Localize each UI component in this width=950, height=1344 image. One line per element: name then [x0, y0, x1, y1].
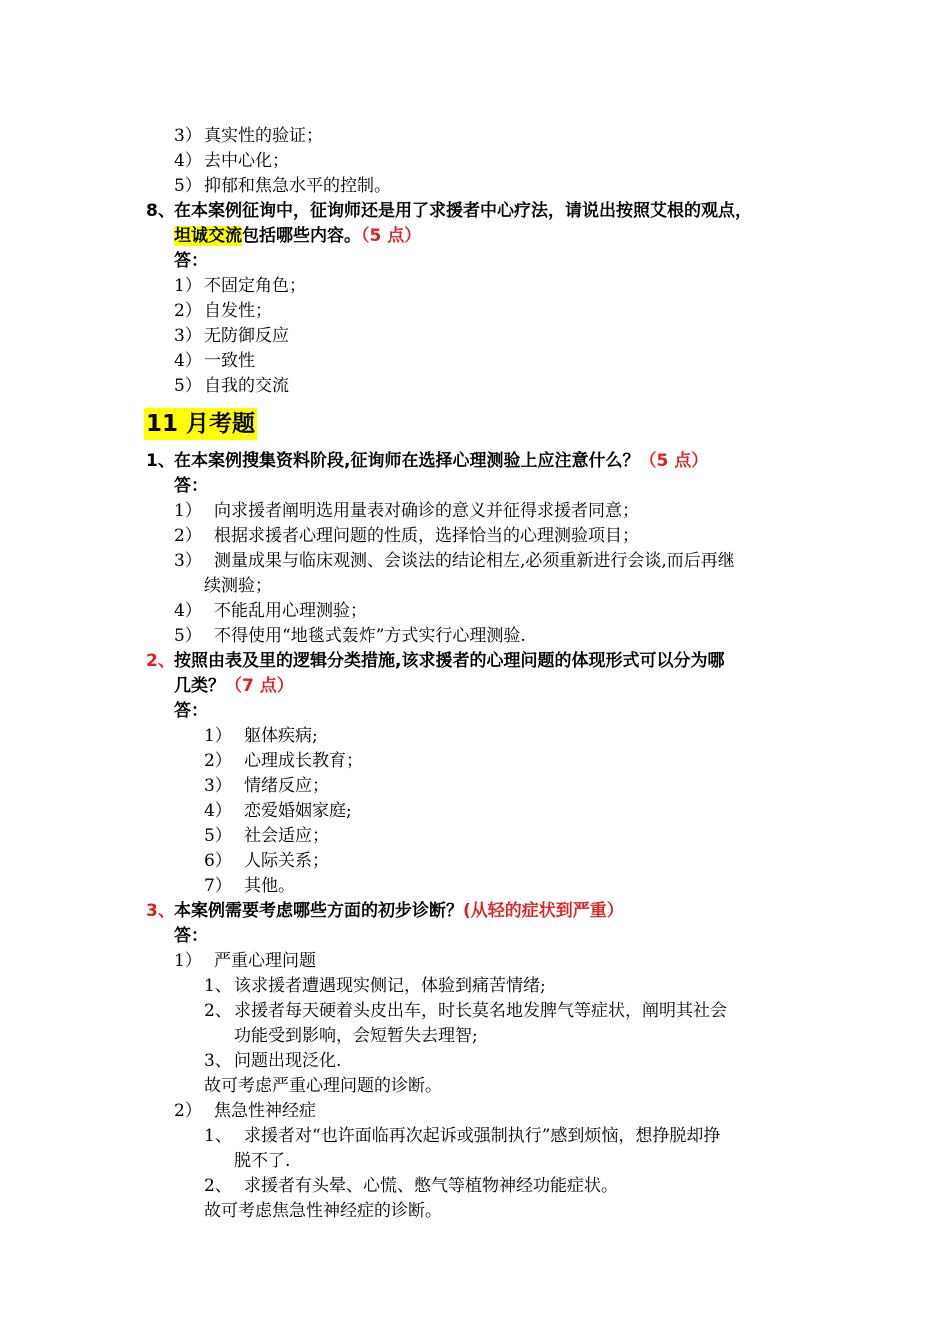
list-item: 4） 一致性 — [174, 351, 255, 371]
question-2: 2、按照由表及里的逻辑分类措施,该求援者的心理问题的体现形式可以分为哪 — [146, 651, 725, 671]
points-label: （5 点） — [639, 451, 709, 471]
highlighted-term: 坦诚交流 — [174, 226, 242, 246]
list-item: 5） 自我的交流 — [174, 376, 289, 396]
answer-label: 答： — [174, 926, 208, 946]
diagnosis-heading: 2） 焦急性神经症 — [174, 1101, 316, 1121]
list-item: 3） 测量成果与临床观测、会谈法的结论相左,必须重新进行会谈,而后再继 — [174, 551, 735, 571]
answer-label: 答： — [174, 701, 208, 721]
question-8: 8、在本案例征询中，征询师还是用了求援者中心疗法，请说出按照艾根的观点， — [146, 201, 752, 221]
list-item: 5） 不得使用“地毯式轰炸”方式实行心理测验. — [174, 626, 526, 646]
list-item-continuation: 续测验； — [204, 576, 272, 596]
list-item: 1、 该求援者遭遇现实侧记，体验到痛苦情绪; — [204, 976, 546, 996]
question-1: 1、在本案例搜集资料阶段,征询师在选择心理测验上应注意什么？（5 点） — [146, 451, 709, 471]
list-item: 2、 求援者每天硬着头皮出车，时长莫名地发脾气等症状，阐明其社会 — [204, 1001, 727, 1021]
list-item: 1、 求援者对“也许面临再次起诉或强制执行”感到烦恼，想挣脱却挣 — [204, 1126, 721, 1146]
list-item: 5） 社会适应； — [204, 826, 329, 846]
list-item: 2） 自发性； — [174, 301, 272, 321]
diagnosis-conclusion: 故可考虑焦急性神经症的诊断。 — [204, 1201, 442, 1221]
list-item-continuation: 功能受到影响，会短暂失去理智; — [234, 1026, 478, 1046]
question-2-line2: 几类？（7 点） — [174, 676, 294, 696]
list-item: 7） 其他。 — [204, 876, 295, 896]
list-item: 4） 去中心化； — [174, 151, 289, 171]
list-item: 5） 抑郁和焦急水平的控制。 — [174, 176, 391, 196]
answer-label: 答： — [174, 251, 208, 271]
list-item: 1） 不固定角色； — [174, 276, 306, 296]
question-3: 3、本案例需要考虑哪些方面的初步诊断？(从轻的症状到严重） — [146, 901, 624, 921]
question-8-line2: 坦诚交流包括哪些内容。（5 点） — [174, 226, 422, 246]
answer-label: 答： — [174, 476, 208, 496]
list-item: 3） 情绪反应； — [204, 776, 329, 796]
list-item: 3） 真实性的验证； — [174, 126, 323, 146]
diagnosis-heading: 1） 严重心理问题 — [174, 951, 316, 971]
question-note: (从轻的症状到严重） — [463, 901, 624, 921]
list-item: 3、 问题出现泛化. — [204, 1051, 342, 1071]
points-label: （7 点） — [225, 676, 294, 696]
list-item: 6） 人际关系； — [204, 851, 329, 871]
list-item-continuation: 脱不了. — [234, 1151, 291, 1171]
list-item: 2） 心理成长教育； — [204, 751, 363, 771]
list-item: 4） 恋爱婚姻家庭; — [204, 801, 352, 821]
points-label: （5 点） — [361, 226, 422, 246]
list-item: 2、 求援者有头晕、心慌、憋气等植物神经功能症状。 — [204, 1176, 618, 1196]
diagnosis-conclusion: 故可考虑严重心理问题的诊断。 — [204, 1076, 442, 1096]
list-item: 4） 不能乱用心理测验； — [174, 601, 367, 621]
list-item: 2） 根据求援者心理问题的性质，选择恰当的心理测验项目； — [174, 526, 639, 546]
section-heading: 11 月考题 — [144, 408, 257, 440]
list-item: 1） 向求援者阐明选用量表对确诊的意义并征得求援者同意； — [174, 501, 639, 521]
list-item: 1） 躯体疾病; — [204, 726, 318, 746]
list-item: 3） 无防御反应 — [174, 326, 289, 346]
